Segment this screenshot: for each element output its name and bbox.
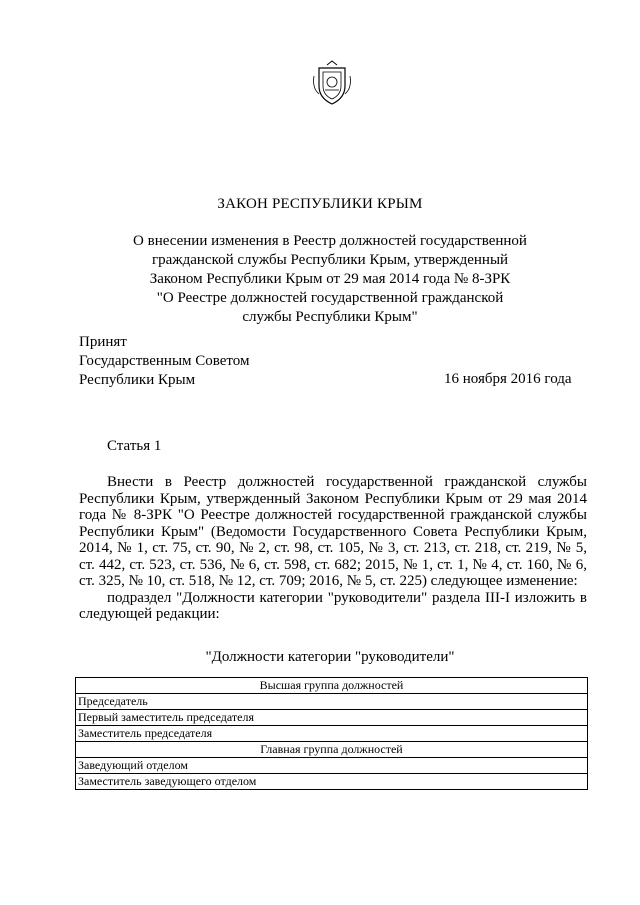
position-cell: Заведующий отделом — [76, 758, 588, 774]
positions-table — [75, 677, 588, 790]
adoption-date: 16 ноября 2016 года — [444, 371, 572, 387]
subtitle-line: О внесении изменения в Реестр должностей государственной — [133, 233, 527, 249]
law-subtitle — [110, 232, 550, 327]
table-row — [76, 742, 588, 758]
coat-of-arms-icon — [311, 60, 353, 106]
subtitle-line: гражданской службы Республики Крым, утвержденный — [151, 252, 509, 268]
table-row — [76, 774, 588, 790]
article-body — [79, 474, 587, 623]
table-row — [76, 694, 588, 710]
subtitle-line: службы Республики Крым" — [242, 309, 418, 325]
table-row — [76, 726, 588, 742]
position-cell: Заместитель председателя — [76, 726, 588, 742]
position-cell: Заместитель заведующего отделом — [76, 774, 588, 790]
law-title: ЗАКОН РЕСПУБЛИКИ КРЫМ — [217, 196, 423, 212]
adoption-line: Республики Крым — [79, 372, 196, 388]
position-cell: Первый заместитель председателя — [76, 710, 588, 726]
group-header: Высшая группа должностей — [76, 678, 588, 694]
table-row — [76, 710, 588, 726]
subtitle-line: Законом Республики Крым от 29 мая 2014 года № 8-ЗРК — [149, 271, 511, 287]
subtitle-line: "О Реестре должностей государственной гражданской — [156, 290, 504, 306]
table-row — [76, 758, 588, 774]
adoption-line: Государственным Советом — [79, 353, 250, 369]
group-header: Главная группа должностей — [76, 742, 588, 758]
adoption-line: Принят — [79, 334, 127, 350]
article-paragraph: подраздел "Должности категории "руководители" раздела III-I изложить в следующей редакции: — [79, 589, 587, 622]
article-heading: Статья 1 — [107, 438, 162, 454]
quoted-subsection-title: "Должности категории "руководители" — [205, 649, 455, 665]
position-cell: Председатель — [76, 694, 588, 710]
table-row — [76, 678, 588, 694]
article-paragraph: Внести в Реестр должностей государственной гражданской службы Республики Крым, утвержденный Законом Республики Крым от 29 мая 2014 года № 8-ЗРК "О Реестре должностей государственной гражданской службы Республики Крым" (Ведомости Государственного Совета Республики Крым, 2014, № 1, ст. 75, ст. 90, № 2, ст. 98, ст. 105, № 3, ст. 213, ст. 218, ст. 219, № 5, ст. 442, ст. 523, ст. 536, № 6, ст. 598, ст. 682; 2015, № 1, ст. 1, № 4, ст. 160, № 6, ст. 325, № 10, ст. 518, № 12, ст. 709; 2016, № 5, ст. 225) следующее изменение: — [79, 474, 587, 589]
adoption-block — [79, 333, 250, 390]
